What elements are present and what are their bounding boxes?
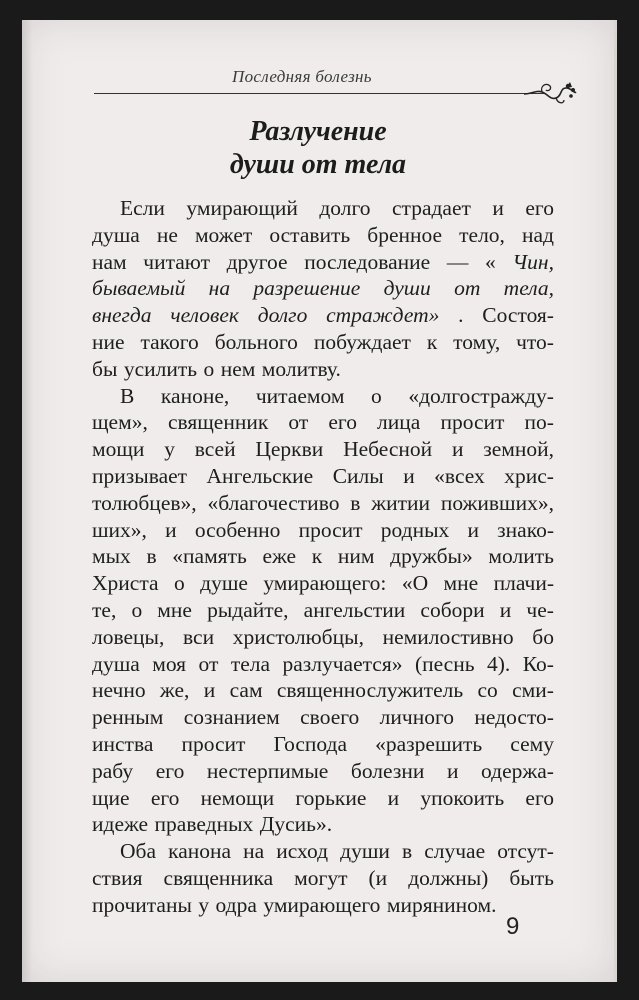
word: . xyxy=(458,303,464,328)
word: просит xyxy=(298,517,363,542)
word: «всех xyxy=(434,463,485,488)
text-line xyxy=(92,677,554,704)
word: щем», xyxy=(92,410,148,435)
text-line xyxy=(92,383,554,410)
word: вси xyxy=(183,624,215,649)
word: священник xyxy=(167,410,269,435)
word: разрешение xyxy=(253,276,361,301)
word: на xyxy=(208,276,231,301)
word: житии xyxy=(371,490,431,515)
word: праведных xyxy=(154,812,254,837)
word: к xyxy=(426,329,438,354)
word: больного xyxy=(214,329,298,354)
word: от xyxy=(288,410,309,435)
text-line xyxy=(92,838,554,865)
word: немощи xyxy=(200,785,275,810)
word: бо xyxy=(532,624,554,649)
word: мирянином. xyxy=(386,892,497,917)
word: может xyxy=(194,222,253,247)
word: тела, xyxy=(503,276,554,301)
word: нечно xyxy=(92,678,146,703)
word: ловецы, xyxy=(92,624,165,649)
chapter-title-line-2: души от тела xyxy=(229,149,407,180)
word: В xyxy=(120,383,135,408)
word: разлучается» xyxy=(282,651,403,676)
word: немилостивно xyxy=(382,624,514,649)
word: Господа xyxy=(273,731,348,756)
text-line xyxy=(92,785,554,812)
word: не xyxy=(156,222,178,247)
word: (и xyxy=(368,865,388,890)
word: — xyxy=(446,249,469,274)
word: лица xyxy=(377,410,421,435)
word: всей xyxy=(194,437,236,462)
word: душа xyxy=(92,651,140,676)
word: у xyxy=(164,437,175,462)
word: те, xyxy=(92,597,117,622)
text-line xyxy=(92,624,554,651)
text-line xyxy=(92,704,554,731)
chapter-title-line-1: Разлучение xyxy=(249,116,387,147)
text-line xyxy=(92,409,554,436)
word: у xyxy=(198,892,210,917)
word: особенно xyxy=(194,517,281,542)
word: о xyxy=(203,356,215,381)
word: сми- xyxy=(512,678,554,703)
word: своего xyxy=(300,705,360,730)
word: умирающего: xyxy=(263,571,387,596)
word: «долгостражду- xyxy=(408,383,554,408)
word: умирающий xyxy=(186,196,298,220)
word: душе xyxy=(200,571,248,596)
word: усилить xyxy=(123,356,198,381)
word: по- xyxy=(524,410,554,435)
text-line xyxy=(92,436,554,463)
word: должны) xyxy=(408,865,489,890)
word: ние xyxy=(92,329,125,354)
word: нам xyxy=(92,249,127,274)
running-head: Последняя болезнь xyxy=(232,67,372,86)
word: поживших», xyxy=(440,490,554,515)
word: страдает xyxy=(392,196,471,220)
word: к xyxy=(311,544,323,569)
word: щие xyxy=(92,785,130,810)
word: душа xyxy=(92,222,140,247)
word: канона xyxy=(168,839,232,864)
word: бренное xyxy=(367,222,443,247)
book-page xyxy=(22,20,617,982)
word: сему xyxy=(510,731,554,756)
word: болезни xyxy=(350,758,425,783)
word: Христа xyxy=(92,571,159,596)
word: сам xyxy=(229,678,263,703)
text-line xyxy=(92,195,554,222)
word: просит xyxy=(181,731,246,756)
word: христолюбцы, xyxy=(232,624,364,649)
word: «разрешить xyxy=(375,731,483,756)
word: каноне, xyxy=(160,383,230,408)
word: его xyxy=(525,196,554,220)
word: мощи xyxy=(92,437,145,462)
chapter-title xyxy=(22,115,614,181)
word: Ангельские xyxy=(206,463,314,488)
word: Состоя- xyxy=(482,303,554,328)
word: в xyxy=(146,544,157,569)
word: и xyxy=(387,785,400,810)
word: его xyxy=(150,785,180,810)
text-line xyxy=(92,249,554,276)
word: Небесной xyxy=(343,437,433,462)
text-line xyxy=(92,463,554,490)
word: просит xyxy=(440,410,505,435)
word: исход xyxy=(276,839,329,864)
word: личного xyxy=(379,705,455,730)
page-number: 9 xyxy=(506,913,520,940)
word: тела xyxy=(230,651,271,676)
word: мне xyxy=(443,571,479,596)
word: нестерпимые xyxy=(206,758,329,783)
word: оставить xyxy=(269,222,351,247)
word: на xyxy=(243,839,265,864)
text-line xyxy=(92,570,554,597)
word: еже xyxy=(262,544,297,569)
text-line xyxy=(92,597,554,624)
text-line xyxy=(92,490,554,517)
word: в xyxy=(401,839,413,864)
floral-ornament-icon xyxy=(522,78,578,108)
word: ренным xyxy=(92,705,164,730)
word: случае xyxy=(424,839,486,864)
text-line xyxy=(92,275,554,302)
word: что- xyxy=(516,329,554,354)
text-line xyxy=(92,651,554,678)
word: внегда xyxy=(92,303,152,328)
text-line xyxy=(92,222,554,249)
word: о xyxy=(131,597,143,622)
word: че- xyxy=(526,597,554,622)
word: Церкви xyxy=(255,437,324,462)
word: собори xyxy=(420,597,485,622)
word: сознанием xyxy=(183,705,280,730)
word: и xyxy=(203,678,216,703)
word: от xyxy=(198,651,219,676)
text-line xyxy=(92,865,554,892)
word: плачи- xyxy=(493,571,554,596)
word: его xyxy=(328,410,357,435)
word: 4). xyxy=(486,651,511,676)
word: дружбы» xyxy=(390,544,473,569)
word: о xyxy=(173,571,185,596)
word: и xyxy=(403,463,415,488)
word: его xyxy=(525,785,554,810)
word: бываемый xyxy=(92,276,186,301)
word: и xyxy=(165,517,177,542)
word: « xyxy=(484,249,496,274)
word: страждет» xyxy=(326,303,440,328)
word: «благочестиво xyxy=(207,490,340,515)
word: и xyxy=(451,437,464,462)
header-rule xyxy=(94,93,546,94)
word: человек xyxy=(170,303,239,328)
word: мне xyxy=(157,597,192,622)
word: горькие xyxy=(295,785,367,810)
word: души xyxy=(340,839,390,864)
word: Чин, xyxy=(512,249,554,274)
word: о xyxy=(371,383,382,408)
word: мых xyxy=(92,544,131,569)
word: моя xyxy=(152,651,187,676)
word: одержа- xyxy=(481,758,554,783)
word: инства xyxy=(92,731,154,756)
word: могут xyxy=(294,865,348,890)
word: долго xyxy=(319,196,371,220)
word: недосто- xyxy=(474,705,554,730)
word: рабу xyxy=(92,758,134,783)
word: священнослужитель xyxy=(276,678,464,703)
word: души xyxy=(383,276,431,301)
word: последование xyxy=(304,249,431,274)
word: молить xyxy=(488,544,554,569)
word: родных xyxy=(380,517,450,542)
word: отсут- xyxy=(497,839,554,864)
word: нем xyxy=(220,356,256,381)
word: Дусиь». xyxy=(259,812,333,837)
word: и xyxy=(467,517,479,542)
word: бы xyxy=(92,356,118,381)
word: ших», xyxy=(92,517,147,542)
word: такого xyxy=(140,329,199,354)
text-line xyxy=(92,892,554,919)
word: умирающего xyxy=(263,892,381,917)
word: его xyxy=(155,758,185,783)
word: молитву. xyxy=(261,356,341,381)
word: прочитаны xyxy=(92,892,192,917)
word: ствия xyxy=(92,865,143,890)
word: Оба xyxy=(120,839,157,864)
word: рыдайте, xyxy=(207,597,289,622)
word: Силы xyxy=(332,463,384,488)
word: одра xyxy=(215,892,257,917)
word: земной, xyxy=(483,437,554,462)
word: «память xyxy=(172,544,247,569)
word: идеже xyxy=(92,812,149,837)
word: читаемом xyxy=(255,383,345,408)
word: священника xyxy=(163,865,274,890)
word: со xyxy=(477,678,498,703)
word: долго xyxy=(257,303,308,328)
word: тому, xyxy=(453,329,501,354)
word: от xyxy=(454,276,481,301)
text-line xyxy=(92,543,554,570)
text-line xyxy=(92,758,554,785)
word: призывает xyxy=(92,463,188,488)
word: же, xyxy=(159,678,190,703)
word: и xyxy=(492,196,504,220)
word: «О xyxy=(401,571,429,596)
word: быть xyxy=(509,865,554,890)
word: ним xyxy=(337,544,375,569)
word: ангельстии xyxy=(303,597,406,622)
text-line xyxy=(92,356,554,383)
word: и xyxy=(499,597,512,622)
text-line xyxy=(92,302,554,329)
word: толюбцев», xyxy=(92,490,197,515)
text-line xyxy=(92,329,554,356)
text-line xyxy=(92,517,554,544)
word: читают xyxy=(143,249,210,274)
word: (песнь xyxy=(414,651,475,676)
word: над xyxy=(521,222,554,247)
word: упокоить xyxy=(420,785,505,810)
word: Ко- xyxy=(522,651,554,676)
body-text xyxy=(92,195,554,919)
word: в xyxy=(350,490,361,515)
word: знако- xyxy=(497,517,554,542)
text-line xyxy=(92,731,554,758)
word: другое xyxy=(226,249,288,274)
text-line xyxy=(92,811,554,838)
word: и xyxy=(446,758,459,783)
word: хрис- xyxy=(504,463,554,488)
word: Если xyxy=(120,196,165,220)
word: тело, xyxy=(459,222,505,247)
word: побуждает xyxy=(313,329,411,354)
